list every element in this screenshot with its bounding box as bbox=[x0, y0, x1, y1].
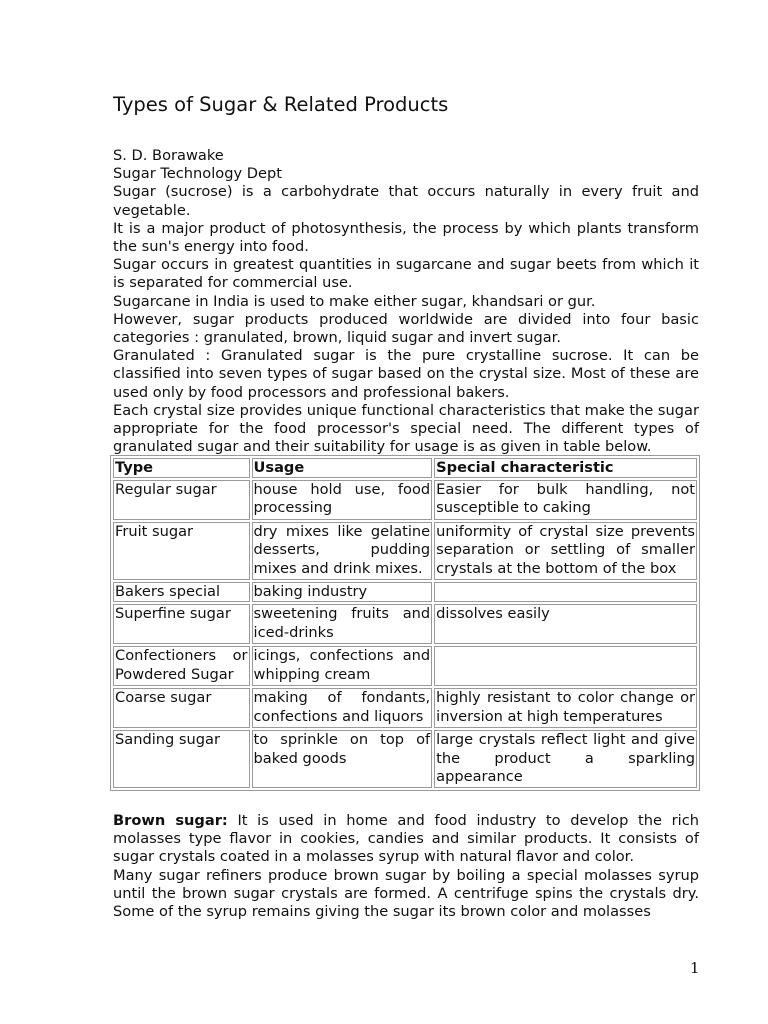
paragraph: Sugar occurs in greatest quantities in sugarcane and sugar beets from which it is separated for commercial use. bbox=[113, 256, 699, 292]
table-row bbox=[113, 646, 697, 686]
cell-type: Coarse sugar bbox=[113, 688, 250, 728]
paragraph: However, sugar products produced worldwide are divided into four basic categories : granulated, brown, liquid sugar and invert sugar. bbox=[113, 310, 699, 347]
cell-special: highly resistant to color change or inversion at high temperatures bbox=[434, 688, 697, 728]
header-type: Type bbox=[113, 458, 250, 478]
cell-type: Confectioners or Powdered Sugar bbox=[113, 646, 250, 686]
paragraph bbox=[113, 812, 699, 867]
paragraph: Sugarcane in India is used to make either sugar, khandsari or gur. bbox=[113, 292, 596, 310]
page-number: 1 bbox=[690, 959, 700, 977]
table-row bbox=[113, 582, 697, 602]
cell-special: dissolves easily bbox=[434, 604, 697, 644]
table-row bbox=[113, 480, 697, 520]
intro-text bbox=[113, 147, 699, 456]
cell-usage: to sprinkle on top of baked goods bbox=[252, 730, 433, 788]
table-header-row bbox=[113, 458, 697, 478]
cell-usage: house hold use, food processing bbox=[252, 480, 433, 520]
table-row bbox=[113, 730, 697, 788]
cell-usage: baking industry bbox=[252, 582, 433, 602]
author: S. D. Borawake bbox=[113, 147, 224, 164]
cell-usage: dry mixes like gelatine desserts, pudding mixes and drink mixes. bbox=[252, 522, 433, 580]
cell-special: large crystals reflect light and give the product a sparkling appearance bbox=[434, 730, 697, 788]
department: Sugar Technology Dept bbox=[113, 165, 282, 183]
cell-special: Easier for bulk handling, not susceptible to caking bbox=[434, 480, 697, 520]
header-special: Special characteristic bbox=[434, 458, 697, 478]
cell-usage: sweetening fruits and iced-drinks bbox=[252, 604, 433, 644]
header-usage: Usage bbox=[252, 458, 433, 478]
cell-special bbox=[434, 582, 697, 602]
brown-sugar-section bbox=[113, 812, 699, 921]
cell-type: Superfine sugar bbox=[113, 604, 250, 644]
table-row bbox=[113, 604, 697, 644]
paragraph: Many sugar refiners produce brown sugar by boiling a special molasses syrup until the brown sugar crystals are formed. A centrifuge spins the crystals dry. Some of the syrup remains giving the sugar its brown color and molasses bbox=[113, 866, 699, 921]
paragraph: Granulated : Granulated sugar is the pure crystalline sucrose. It can be classified into seven types of sugar based on the crystal size. Most of these are used only by food processors and professional bakers. bbox=[113, 347, 699, 401]
table-row bbox=[113, 688, 697, 728]
cell-type: Regular sugar bbox=[113, 480, 250, 520]
paragraph: It is a major product of photosynthesis, the process by which plants transform the sun's energy into food. bbox=[113, 219, 699, 256]
cell-special: uniformity of crystal size prevents separation or settling of smaller crystals at the bottom of the box bbox=[434, 522, 697, 580]
cell-special bbox=[434, 646, 697, 686]
paragraph: Each crystal size provides unique functional characteristics that make the sugar appropriate for the food processor's special need. The different types of granulated sugar and their suitability for usage is as given in table below. bbox=[113, 401, 699, 456]
cell-usage: icings, confections and whipping cream bbox=[252, 646, 433, 686]
table-row bbox=[113, 522, 697, 580]
brown-sugar-label: Brown sugar: bbox=[113, 812, 228, 829]
sugar-types-table bbox=[110, 455, 700, 791]
cell-usage: making of fondants, confections and liquors bbox=[252, 688, 433, 728]
page-title: Types of Sugar & Related Products bbox=[113, 93, 449, 116]
cell-type: Sanding sugar bbox=[113, 730, 250, 788]
paragraph: Sugar (sucrose) is a carbohydrate that occurs naturally in every fruit and vegetable. bbox=[113, 183, 699, 219]
cell-type: Fruit sugar bbox=[113, 522, 250, 580]
cell-type: Bakers special bbox=[113, 582, 250, 602]
brown-sugar-text: It is used in home and food industry to develop the rich molasses type flavor in cookies, candies and similar products. It consists of sugar crystals coated in a molasses syrup with natural flavor and color. bbox=[113, 812, 700, 866]
